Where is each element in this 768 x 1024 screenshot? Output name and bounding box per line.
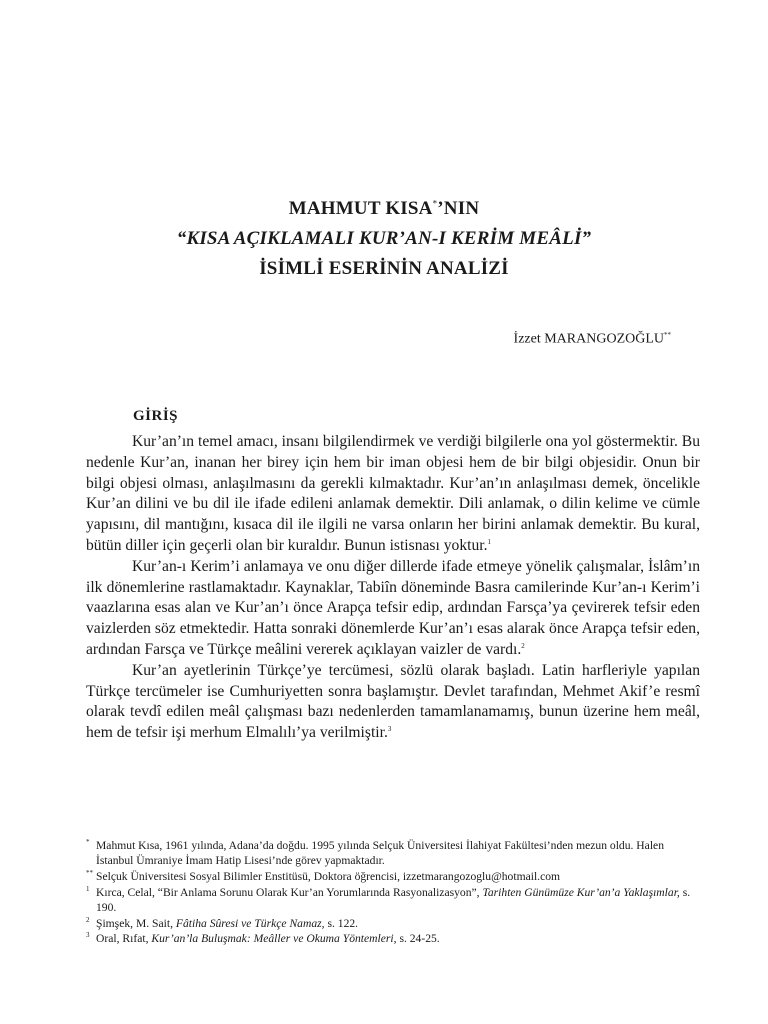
title-name: MAHMUT KISA bbox=[288, 198, 433, 219]
title-line-2: “KISA AÇIKLAMALI KUR’AN-I KERİM MEÂLİ” bbox=[176, 228, 592, 249]
footnote: ** Selçuk Üniversitesi Sosyal Bilimler Enstitüsü, Doktora öğrencisi, izzetmarangozoglu@hotmail.com bbox=[86, 869, 561, 883]
title-footnote-marker: * bbox=[432, 198, 438, 209]
footnote-ref: 2 bbox=[521, 641, 525, 650]
footnotes bbox=[86, 838, 700, 947]
paragraph-text: Kur’an ayetlerinin Türkçe’ye tercümesi, sözlü olarak başladı. Latin harfleriyle yapılan Türkçe tercümeler ise Cumhuriyetten sonra başlamıştır. Devlet tarafından, Mehmet Akif’e resmî olarak tevdî edilen meâl çalışması bazı nedenlerden tamamlanamamış, bunun üzerine hem meâl, hem de tefsir işi merhum Elmalılı’ya verilmiştir. bbox=[86, 661, 700, 742]
title-line-1 bbox=[0, 198, 768, 220]
footnote: * Mahmut Kısa, 1961 yılında, Adana’da doğdu. 1995 yılında Selçuk Üniversitesi İlahiyat Fakültesi’nden mezun oldu. Halen İstanbul Ümraniye İmam Hatip Lisesi’nde görev yapmaktadır. bbox=[86, 838, 664, 868]
author-name: İzzet MARANGOZOĞLU bbox=[513, 331, 664, 347]
footnote: 3 Oral, Rıfat, Kur’an’la Buluşmak: Meâller ve Okuma Yöntemleri, s. 24-25. bbox=[86, 931, 440, 946]
footnote-page: s. 122. bbox=[324, 916, 359, 930]
paragraph-text: Kur’an’ın temel amacı, insanı bilgilendirmek ve verdiği bilgilerle ona yol göstermektir. Bu nedenle Kur’an, inanan her birey için hem bir iman objesi hem de bir bilgi objesidir. Onun bir bilgi objesi olması, anlaşılmasını da gerekli kılmaktadır. Kur’an’ın anlaşılması demek, öncelikle Kur’an dilini ve bu dil ile ifade edileni anlamak demektir. Dili anlamak, o dilin kelime ve cümle yapısını, dil mantığını, kısaca dil ile ilgili ne varsa onların her birini anlamak demektir. Bu kural, bütün diller için geçerli olan bir kuraldır. Bunun istisnası yoktur. bbox=[86, 433, 700, 554]
footnote-text: Selçuk Üniversitesi Sosyal Bilimler Enstitüsü, Doktora öğrencisi, izzetmarangozoglu@hotmail.com bbox=[96, 869, 561, 883]
paragraph bbox=[86, 661, 700, 744]
footnote: 2 Şimşek, M. Sait, Fâtiha Sûresi ve Türkçe Namaz, s. 122. bbox=[86, 915, 359, 930]
paragraph bbox=[86, 557, 700, 661]
title-suffix: ’NIN bbox=[437, 198, 480, 219]
footnote-text: Mahmut Kısa, 1961 yılında, Adana’da doğdu. 1995 yılında Selçuk Üniversitesi İlahiyat Fakültesi’nden mezun oldu. Halen İstanbul Ümraniye İmam Hatip Lisesi’nde görev yapmaktadır. bbox=[96, 839, 664, 868]
footnote-ref: 3 bbox=[387, 724, 392, 733]
author-line bbox=[514, 331, 671, 348]
footnote-text: Kırca, Celal, “Bir Anlama Sorunu Olarak Kur’an Yorumlarında Rasyonalizasyon”, bbox=[96, 885, 483, 899]
author-footnote-marker: ** bbox=[664, 331, 671, 339]
title-line-3: İSİMLİ ESERİNİN ANALİZİ bbox=[259, 258, 509, 279]
footnote-text: Oral, Rıfat, bbox=[96, 932, 152, 946]
paragraph-text: Kur’an-ı Kerim’i anlamaya ve onu diğer dillerde ifade etmeye yönelik çalışmalar, İslâm’ın ilk dönemlerine rastlamaktadır. Kaynaklar, Tabiîn döneminde Basra camilerinde Kur’an-ı Kerim’i vaazlarına esas alan ve Kur’an’ı önce Arapça tefsir edip, ardından Farsça’ya çevirerek tefsir eden vaizlerden söz etmektedir. Hatta sonraki dönemlerde Kur’an’ı esas alarak önce Arapça tefsir eden, ardından Farsça ve Türkçe meâlini vererek açıklayan vaizler de vardı. bbox=[86, 557, 700, 658]
paragraph bbox=[86, 432, 700, 557]
footnote-page: , s. 24-25. bbox=[393, 932, 440, 946]
footnote-page: s. 190. bbox=[96, 885, 691, 914]
footnote-book-title: Tarihten Günümüze Kur’an’a Yaklaşımlar, bbox=[482, 885, 680, 899]
footnote-ref: 1 bbox=[487, 537, 491, 546]
section-heading: GİRİŞ bbox=[133, 408, 179, 424]
footnote: 1 Kırca, Celal, “Bir Anlama Sorunu Olarak Kur’an Yorumlarında Rasyonalizasyon”, Tarihten Günümüze Kur’an’a Yaklaşımlar, s. 190. bbox=[86, 884, 691, 914]
footnote-book-title: Fâtiha Sûresi ve Türkçe Namaz, bbox=[175, 916, 325, 930]
footnote-book-title: Kur’an’la Buluşmak: Meâller ve Okuma Yöntemleri bbox=[151, 932, 394, 946]
footnote-text: Şimşek, M. Sait, bbox=[96, 916, 176, 930]
body-text bbox=[86, 432, 700, 744]
